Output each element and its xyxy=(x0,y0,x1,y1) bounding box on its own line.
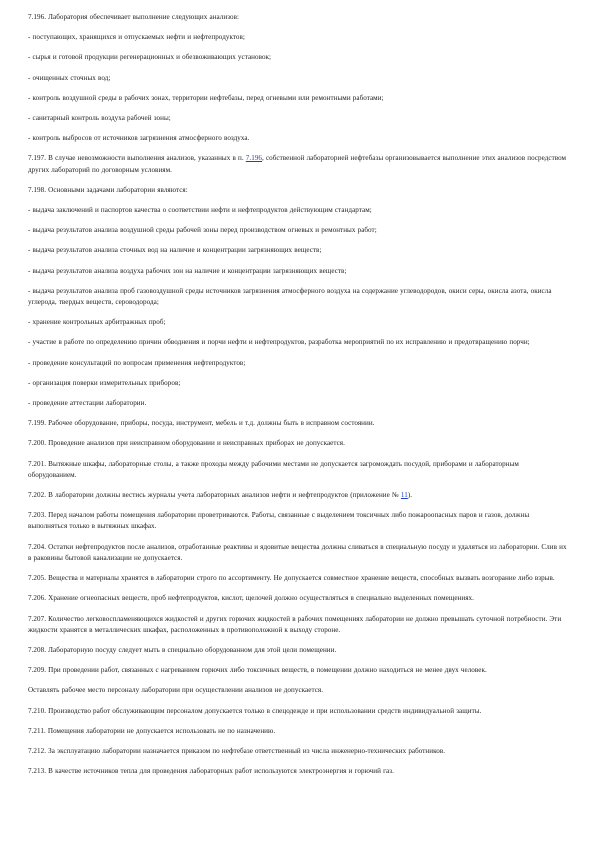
list-item: - проведение консультаций по вопросам применения нефтепродуктов; xyxy=(28,358,246,367)
paragraph-7-212: 7.212. За эксплуатацию лаборатории назначается приказом по нефтебазе ответственный из числа инженерно-технических работников. xyxy=(28,746,446,755)
list-item: - выдача результатов анализа воздушной среды рабочей зоны перед производством огневых и ремонтных работ; xyxy=(28,226,377,235)
list-item: - очищенных сточных вод; xyxy=(28,73,111,82)
paragraph-7-206: 7.206. Хранение огнеопасных веществ, проб нефтепродуктов, кислот, щелочей должно осуществляться в специально выделенных помещениях. xyxy=(28,594,474,603)
list-item: - санитарный контроль воздуха рабочей зоны; xyxy=(28,114,171,123)
paragraph-7-197 xyxy=(28,153,567,175)
paragraph-7-201: 7.201. Вытяжные шкафы, лабораторные столы, а также проходы между рабочими местами не допускается загромождать посудой, приборами и лабораторным оборудованием. xyxy=(28,459,519,479)
paragraph-text: 7.202. В лаборатории должны вестись журналы учета лабораторных анализов нефти и нефтепродуктов (приложение № xyxy=(28,491,401,500)
paragraph-text: , собственной лабораторией нефтебазы организовывается выполнение этих анализов посредством других лабораторий по договорным условиям. xyxy=(28,154,567,174)
paragraph-7-204: 7.204. Остатки нефтепродуктов после анализов, отработанные реактивы и ядовитые вещества должны сливаться в специальную посуду и удаляться из лаборатории. Слив их в раковины бытовой канализации не допускается. xyxy=(28,542,567,562)
paragraph-7-205: 7.205. Вещества и материалы хранятся в лаборатории строго по ассортименту. Не допускается совместное хранение веществ, способных вызвать возгорание либо взрыв. xyxy=(28,574,555,583)
paragraph-7-207: 7.207. Количество легковоспламеняющихся жидкостей и других горючих жидкостей в рабочих помещениях лаборатории не должно превышать суточной потребности. Эти жидкости хранятся в металлических шкафах, расположенных в противоположной к выходу стороне. xyxy=(28,614,562,634)
list-item: - контроль выбросов от источников загрязнения атмосферного воздуха. xyxy=(28,134,250,143)
list-item: - выдача заключений и паспортов качества о соответствии нефти и нефтепродуктов действующим стандартам; xyxy=(28,206,372,215)
list-item: - выдача результатов анализа сточных вод на наличие и концентрации загрязняющих веществ; xyxy=(28,246,322,255)
link-7-196[interactable]: 7.196 xyxy=(245,154,263,163)
paragraph-7-211: 7.211. Помещения лаборатории не допускается использовать не по назначению. xyxy=(28,726,276,735)
paragraph-text: ). xyxy=(407,491,413,500)
paragraph-7-199: 7.199. Рабочее оборудование, приборы, посуда, инструмент, мебель и т.д. должны быть в исправном состоянии. xyxy=(28,419,375,428)
list-item: - организация поверки измерительных приборов; xyxy=(28,378,181,387)
list-item: - сырья и готовой продукции регенерационных и обезвоживающих установок; xyxy=(28,53,272,62)
paragraph-7-208: 7.208. Лабораторную посуду следует мыть в специально оборудованном для этой цели помещении. xyxy=(28,645,337,654)
paragraph-7-202 xyxy=(28,490,567,501)
paragraph-7-203: 7.203. Перед началом работы помещения лаборатории проветриваются. Работы, связанные с выделением токсичных либо пожароопасных паров и газов, должны выполняться только в вытяжных шкафах. xyxy=(28,511,530,531)
paragraph-7-209-note: Оставлять рабочее место персоналу лаборатории при осуществлении анализов не допускается. xyxy=(28,686,324,695)
paragraph-7-209: 7.209. При проведении работ, связанных с нагреванием горючих либо токсичных веществ, в помещении должно находиться не менее двух человек. xyxy=(28,666,487,675)
list-item: - выдача результатов анализа проб газовоздушной среды источников загрязнения атмосферного воздуха на содержание углеводородов, окиси серы, окисла азота, окисла углерода, твердых веществ, сероводорода; xyxy=(28,286,552,307)
paragraph-7-210: 7.210. Производство работ обслуживающим персоналом допускается только в спецодежде и при использовании средств индивидуальной защиты. xyxy=(28,706,482,715)
list-item: - участие в работе по определению причин обводнения и порчи нефти и нефтепродуктов, разработка мероприятий по их исправлению и предотвращению порчи; xyxy=(28,338,530,347)
list-item: - проведение аттестации лаборатории. xyxy=(28,399,147,408)
list-item: - выдача результатов анализа воздуха рабочих зон на наличие и концентрации загрязняющих веществ; xyxy=(28,266,347,275)
paragraph-text: 7.197. В случае невозможности выполнения анализов, указанных в п. xyxy=(28,154,246,163)
paragraph-7-198: 7.198. Основными задачами лаборатории являются: xyxy=(28,185,188,194)
link-appendix-11[interactable]: 11 xyxy=(400,491,408,500)
list-item: - поступающих, хранящихся и отпускаемых нефти и нефтепродуктов; xyxy=(28,33,245,42)
list-item: - хранение контрольных арбитражных проб; xyxy=(28,318,166,327)
list-item: - контроль воздушной среды в рабочих зонах, территории нефтебазы, перед огневыми или ремонтными работами; xyxy=(28,93,384,102)
paragraph-7-200: 7.200. Проведение анализов при неисправном оборудовании и неисправных приборах не допускается. xyxy=(28,439,345,448)
paragraph-7-213: 7.213. В качестве источников тепла для проведения лабораторных работ используются электроэнергия и горючий газ. xyxy=(28,767,394,776)
paragraph-7-196: 7.196. Лаборатория обеспечивает выполнение следующих анализов: xyxy=(28,13,240,21)
